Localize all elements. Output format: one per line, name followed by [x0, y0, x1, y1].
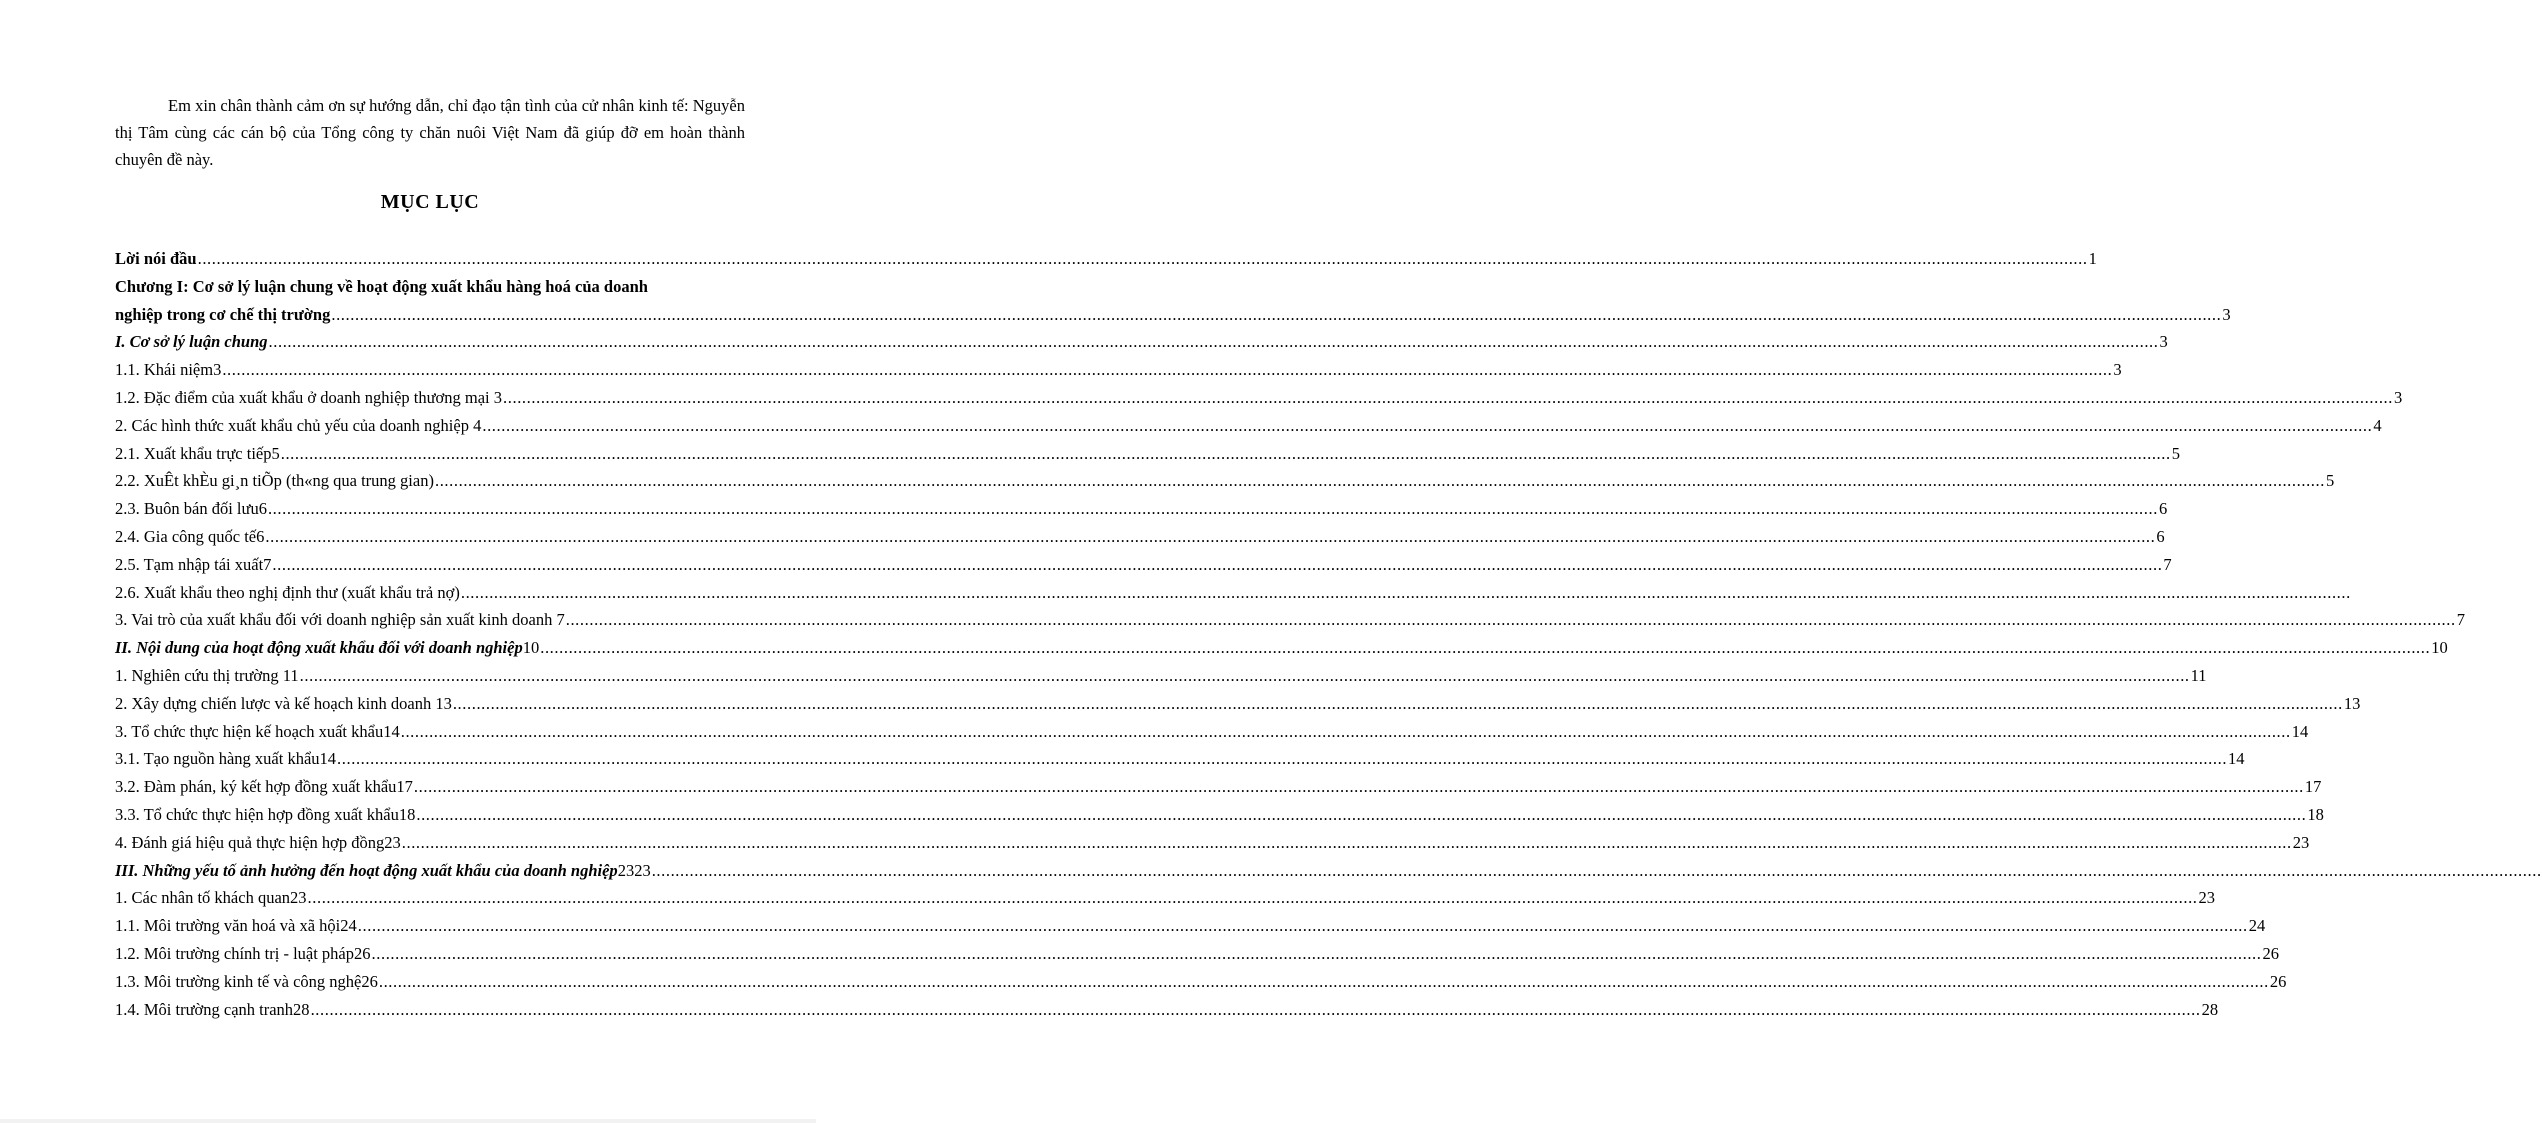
toc-page-number: 10 — [2431, 638, 2448, 658]
toc-leader-dots: ................................................................................................................................................................................................................................................................................................................................................................................................................ — [503, 387, 2394, 407]
toc-entry — [115, 968, 2287, 996]
toc-page-number: 6 — [2156, 526, 2165, 546]
toc-page-number: 17 — [2304, 777, 2322, 797]
toc-page-number: 14 — [2228, 749, 2245, 769]
toc-page-number: 5 — [2325, 471, 2335, 491]
toc-page-number: 26 — [2262, 943, 2280, 963]
toc-leader-dots: ................................................................................................................................................................................................................................................................................................................................................................................................................ — [401, 832, 2292, 852]
toc-page-number: 3 — [2394, 387, 2403, 407]
toc-entry-title: 2.2. XuÊt khÈu gi¸n tiÕp (th«ng qua trung gian) — [115, 471, 434, 491]
toc-entry — [115, 273, 745, 301]
page-bottom-edge — [0, 1119, 816, 1123]
toc-page-number: 23 — [2198, 888, 2216, 908]
toc-leader-dots: ................................................................................................................................................................................................................................................................................................................................................................................................................ — [268, 332, 2159, 352]
document-page — [115, 92, 2542, 1023]
toc-entry — [115, 467, 2335, 495]
toc-page-number: 6 — [2158, 499, 2168, 519]
toc-leader-dots: ................................................................................................................................................................................................................................................................................................................................................................................................................ — [540, 638, 2431, 658]
toc-page-number: 1 — [2088, 249, 2097, 268]
toc-page-number: 14 — [2291, 721, 2309, 741]
toc-leader-dots: ................................................................................................................................................................................................................................................................................................................................................................................................................ — [272, 554, 2163, 574]
toc-entry-title: I. Cơ sở lý luận chung — [115, 332, 268, 352]
toc-entry — [115, 328, 2168, 356]
toc-entry-title: 2.6. Xuất khẩu theo nghị định thư (xuất khẩu trả nợ) — [115, 582, 460, 602]
toc-entry-title: 1. Nghiên cứu thị trường 11 — [115, 665, 299, 685]
toc-page-number: 7 — [2163, 554, 2172, 574]
toc-leader-dots: ................................................................................................................................................................................................................................................................................................................................................................................................................ — [413, 777, 2304, 797]
toc-page-number: 24 — [2248, 916, 2266, 936]
toc-heading: MỤC LỤC — [380, 191, 480, 213]
toc-entry — [115, 912, 2266, 940]
toc-entry — [115, 829, 2310, 857]
toc-leader-dots: ................................................................................................................................................................................................................................................................................................................................................................................................................ — [331, 304, 2222, 324]
toc-entry-inline-page: 10 — [522, 638, 540, 658]
toc-entry — [115, 940, 2280, 968]
toc-entry-title: 3. Vai trò của xuất khẩu đối với doanh nghiệp sản xuất kinh doanh 7 — [115, 610, 565, 630]
toc-entry — [115, 356, 2122, 384]
toc-entry-title: 3. Tổ chức thực hiện kế hoạch xuất khẩu14 — [115, 721, 400, 741]
toc-entry-title: 3.2. Đàm phán, ký kết hợp đồng xuất khẩu17 — [115, 777, 413, 797]
toc-entry — [115, 551, 2172, 579]
toc-entry — [115, 884, 2216, 912]
toc-leader-dots: ................................................................................................................................................................................................................................................................................................................................................................................................................ — [357, 916, 2248, 936]
toc-entry-title: Lời nói đầu — [115, 249, 197, 268]
toc-entry — [115, 579, 2351, 607]
toc-page-number: 3 — [2159, 332, 2168, 352]
toc-page-number: 5 — [2171, 443, 2180, 463]
toc-entry-title: 3.3. Tổ chức thực hiện hợp đồng xuất khẩu18 — [115, 804, 416, 824]
toc-entry-inline-page: 2323 — [617, 860, 651, 880]
toc-page-number: 18 — [2307, 804, 2324, 824]
toc-entry-title: 2. Xây dựng chiến lược và kế hoạch kinh doanh 13 — [115, 693, 452, 713]
toc-entry-title: 2.3. Buôn bán đối lưu6 — [115, 499, 267, 519]
toc-entry-title: 1.2. Đặc điểm của xuất khẩu ở doanh nghiệp thương mại 3 — [115, 387, 503, 407]
toc-leader-dots: ................................................................................................................................................................................................................................................................................................................................................................................................................ — [651, 860, 2542, 880]
toc-page-number: 11 — [2190, 665, 2207, 685]
toc-page-number: 3 — [2113, 360, 2122, 380]
toc-entry-title: 1.1. Khái niệm3 — [115, 360, 222, 380]
toc-entry-title: 3.1. Tạo nguồn hàng xuất khẩu14 — [115, 749, 337, 769]
toc-entry — [115, 996, 2219, 1024]
toc-entry-title: 1.4. Môi trường cạnh tranh28 — [115, 999, 310, 1019]
toc-leader-dots: ................................................................................................................................................................................................................................................................................................................................................................................................................ — [416, 804, 2307, 824]
toc-entry — [115, 523, 2165, 551]
toc-page-number: 4 — [2373, 415, 2382, 435]
toc-entry — [115, 857, 2542, 885]
acknowledgement-paragraph: Em xin chân thành cảm ơn sự hướng dẫn, chỉ đạo tận tình của cử nhân kinh tế: Nguyễn thị Tâm cùng các cán bộ của Tổng công ty chăn nuôi Việt Nam đã giúp đỡ em hoàn thành chuyên đề này. — [115, 96, 745, 169]
toc-leader-dots: ................................................................................................................................................................................................................................................................................................................................................................................................................ — [400, 721, 2291, 741]
toc-leader-dots: ................................................................................................................................................................................................................................................................................................................................................................................................................ — [310, 999, 2201, 1019]
toc-leader-dots: ................................................................................................................................................................................................................................................................................................................................................................................................................ — [265, 526, 2156, 546]
toc-entry — [115, 718, 2309, 746]
toc-page-number: 7 — [2456, 610, 2465, 630]
toc-entry-title: 1. Các nhân tố khách quan23 — [115, 888, 307, 908]
toc-leader-dots: ................................................................................................................................................................................................................................................................................................................................................................................................................ — [452, 693, 2343, 713]
toc-leader-dots: ................................................................................................................................................................................................................................................................................................................................................................................................................ — [299, 665, 2190, 685]
toc-entry — [115, 773, 2322, 801]
toc-entry — [115, 801, 2324, 829]
toc-entry — [115, 745, 2245, 773]
toc-entry-title: 2. Các hình thức xuất khẩu chủ yếu của doanh nghiệp 4 — [115, 415, 482, 435]
toc-entry — [115, 412, 2382, 440]
table-of-contents — [115, 245, 2542, 1023]
toc-page-number: 26 — [2269, 971, 2287, 991]
toc-entry — [115, 690, 2361, 718]
toc-entry — [115, 440, 2180, 468]
toc-entry-title: 1.1. Môi trường văn hoá và xã hội24 — [115, 916, 357, 936]
toc-entry — [115, 384, 2403, 412]
toc-page-number: 23 — [2292, 832, 2310, 852]
toc-leader-dots: ................................................................................................................................................................................................................................................................................................................................................................................................................ — [280, 443, 2171, 463]
toc-leader-dots: ................................................................................................................................................................................................................................................................................................................................................................................................................ — [482, 415, 2373, 435]
toc-entry-title: 2.4. Gia công quốc tế6 — [115, 526, 265, 546]
toc-entry-title: II. Nội dung của hoạt động xuất khẩu đối với doanh nghiệp — [115, 638, 523, 658]
toc-leader-dots: ................................................................................................................................................................................................................................................................................................................................................................................................................ — [267, 499, 2158, 519]
toc-entry — [115, 245, 2097, 273]
toc-leader-dots: ................................................................................................................................................................................................................................................................................................................................................................................................................ — [197, 249, 2088, 268]
toc-leader-dots: ................................................................................................................................................................................................................................................................................................................................................................................................................ — [222, 360, 2113, 380]
toc-leader-dots: ................................................................................................................................................................................................................................................................................................................................................................................................................ — [434, 471, 2325, 491]
toc-leader-dots: ................................................................................................................................................................................................................................................................................................................................................................................................................ — [307, 888, 2198, 908]
toc-entry — [115, 662, 2207, 690]
toc-entry-title: 1.2. Môi trường chính trị - luật pháp26 — [115, 943, 371, 963]
toc-page-number: 3 — [2222, 304, 2231, 324]
toc-page-number: 28 — [2201, 999, 2219, 1019]
toc-leader-dots: ................................................................................................................................................................................................................................................................................................................................................................................................................ — [371, 943, 2262, 963]
toc-leader-dots: ................................................................................................................................................................................................................................................................................................................................................................................................................ — [460, 582, 2351, 602]
toc-entry — [115, 606, 2465, 634]
toc-entry-title: 2.5. Tạm nhập tái xuất7 — [115, 554, 272, 574]
toc-entry — [115, 495, 2168, 523]
toc-leader-dots: ................................................................................................................................................................................................................................................................................................................................................................................................................ — [565, 610, 2456, 630]
toc-leader-dots: ................................................................................................................................................................................................................................................................................................................................................................................................................ — [378, 971, 2269, 991]
toc-entry-title: nghiệp trong cơ chế thị trường — [115, 304, 331, 324]
toc-entry-title: 4. Đánh giá hiệu quả thực hiện hợp đồng23 — [115, 832, 401, 852]
toc-entry — [115, 634, 2448, 662]
toc-leader-dots: ................................................................................................................................................................................................................................................................................................................................................................................................................ — [337, 749, 2228, 769]
toc-entry-title: 2.1. Xuất khẩu trực tiếp5 — [115, 443, 280, 463]
toc-entry-title: 1.3. Môi trường kinh tế và công nghệ26 — [115, 971, 378, 991]
toc-entry-continued — [115, 301, 2231, 329]
toc-entry-title: III. Những yếu tố ảnh hưởng đến hoạt động xuất khẩu của doanh nghiệp — [115, 860, 618, 880]
toc-entry-title: Chương I: Cơ sở lý luận chung về hoạt động xuất khẩu hàng hoá của doanh — [115, 276, 648, 296]
toc-page-number: 13 — [2343, 693, 2361, 713]
